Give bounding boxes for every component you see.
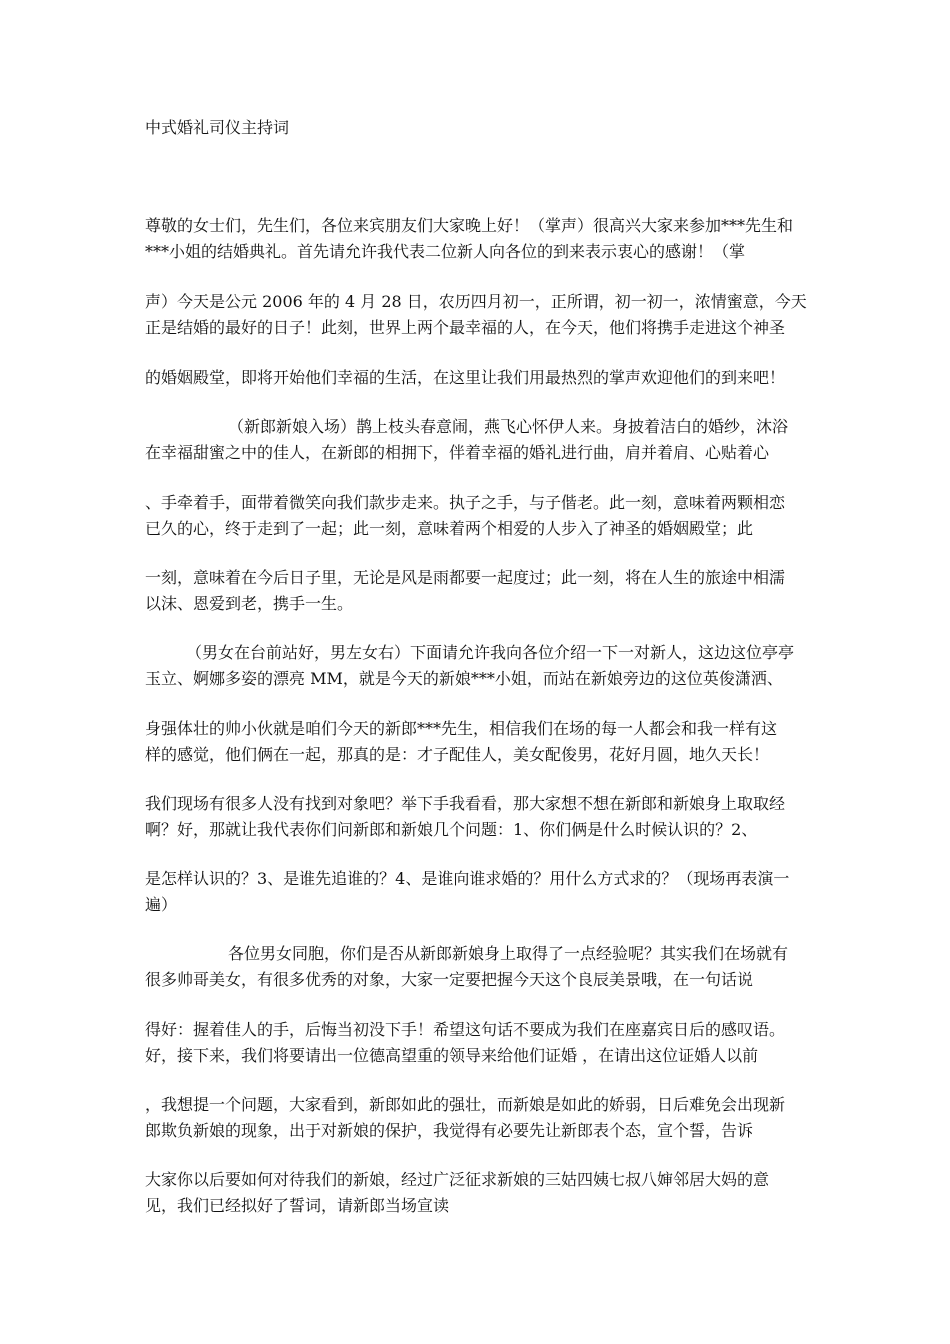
- body-line: 是怎样认识的？3、是谁先追谁的？4、是谁向谁求婚的？用什么方式求的？（现场再表演一: [145, 869, 790, 888]
- body-line: 已久的心，终于走到了一起；此一刻，意味着两个相爱的人步入了神圣的婚姻殿堂；此: [145, 519, 754, 538]
- body-line: （男女在台前站好，男左女右）下面请允许我向各位介绍一下一对新人，这边这位亭亭: [186, 643, 795, 662]
- body-line: 在幸福甜蜜之中的佳人，在新郎的相拥下，伴着幸福的婚礼进行曲，肩并着肩、心贴着心: [145, 443, 770, 462]
- body-line: 声）今天是公元 2006 年的 4 月 28 日，农历四月初一，正所谓，初一初一，浓情蜜意，今天: [145, 292, 807, 311]
- body-line: 玉立、婀娜多姿的漂亮 MM，就是今天的新娘***小姐，而站在新娘旁边的这位英俊潇洒、: [145, 669, 783, 688]
- body-line: 以沫、恩爱到老，携手一生。: [145, 594, 354, 613]
- body-line: 好，接下来，我们将要请出一位德高望重的领导来给他们证婚 ，在请出这位证婚人以前: [145, 1046, 759, 1065]
- body-line: 、手牵着手，面带着微笑向我们款步走来。执子之手，与子偕老。此一刻，意味着两颗相恋: [145, 493, 786, 512]
- body-line: 得好：握着佳人的手，后悔当初没下手！希望这句话不要成为我们在座嘉宾日后的感叹语。: [145, 1020, 786, 1039]
- body-line: 正是结婚的最好的日子！此刻，世界上两个最幸福的人，在今天，他们将携手走进这个神圣: [145, 318, 786, 337]
- body-line: 样的感觉，他们俩在一起，那真的是：才子配佳人，美女配俊男，花好月圆，地久天长！: [145, 745, 770, 764]
- body-line: 大家你以后要如何对待我们的新娘，经过广泛征求新娘的三姑四姨七叔八婶邻居大妈的意: [145, 1170, 770, 1189]
- body-line: 我们现场有很多人没有找到对象吧？举下手我看看，那大家想不想在新郎和新娘身上取取经: [145, 794, 786, 813]
- body-line: 很多帅哥美女，有很多优秀的对象，大家一定要把握今天这个良辰美景哦，在一句话说: [145, 970, 754, 989]
- body-line: 尊敬的女士们，先生们，各位来宾朋友们大家晚上好！（掌声）很高兴大家来参加***先生和: [145, 216, 794, 235]
- body-line: ，我想提一个问题，大家看到，新郎如此的强壮，而新娘是如此的娇弱，日后难免会出现新: [145, 1095, 786, 1114]
- body-line: 啊？好，那就让我代表你们问新郎和新娘几个问题：1、你们俩是什么时候认识的？2、: [145, 820, 758, 839]
- body-line: 见，我们已经拟好了誓词，请新郎当场宣读: [145, 1196, 450, 1215]
- body-line: 遍）: [145, 895, 178, 914]
- body-line: 身强体壮的帅小伙就是咱们今天的新郎***先生，相信我们在场的每一人都会和我一样有这: [145, 719, 778, 738]
- body-line: 郎欺负新娘的现象，出于对新娘的保护，我觉得有必要先让新郎表个态，宣个誓，告诉: [145, 1121, 754, 1140]
- document-title: 中式婚礼司仪主持词: [145, 118, 290, 137]
- body-line: 一刻，意味着在今后日子里，无论是风是雨都要一起度过；此一刻，将在人生的旅途中相濡: [145, 568, 786, 587]
- body-line: 各位男女同胞，你们是否从新郎新娘身上取得了一点经验呢？其实我们在场就有: [228, 944, 789, 963]
- body-line: （新郎新娘入场）鹊上枝头春意闹，燕飞心怀伊人来。身披着洁白的婚纱，沐浴: [228, 417, 789, 436]
- body-line: 的婚姻殿堂，即将开始他们幸福的生活，在这里让我们用最热烈的掌声欢迎他们的到来吧！: [145, 368, 786, 387]
- body-line: ***小姐的结婚典礼。首先请允许我代表二位新人向各位的到来表示衷心的感谢！（掌: [145, 242, 746, 261]
